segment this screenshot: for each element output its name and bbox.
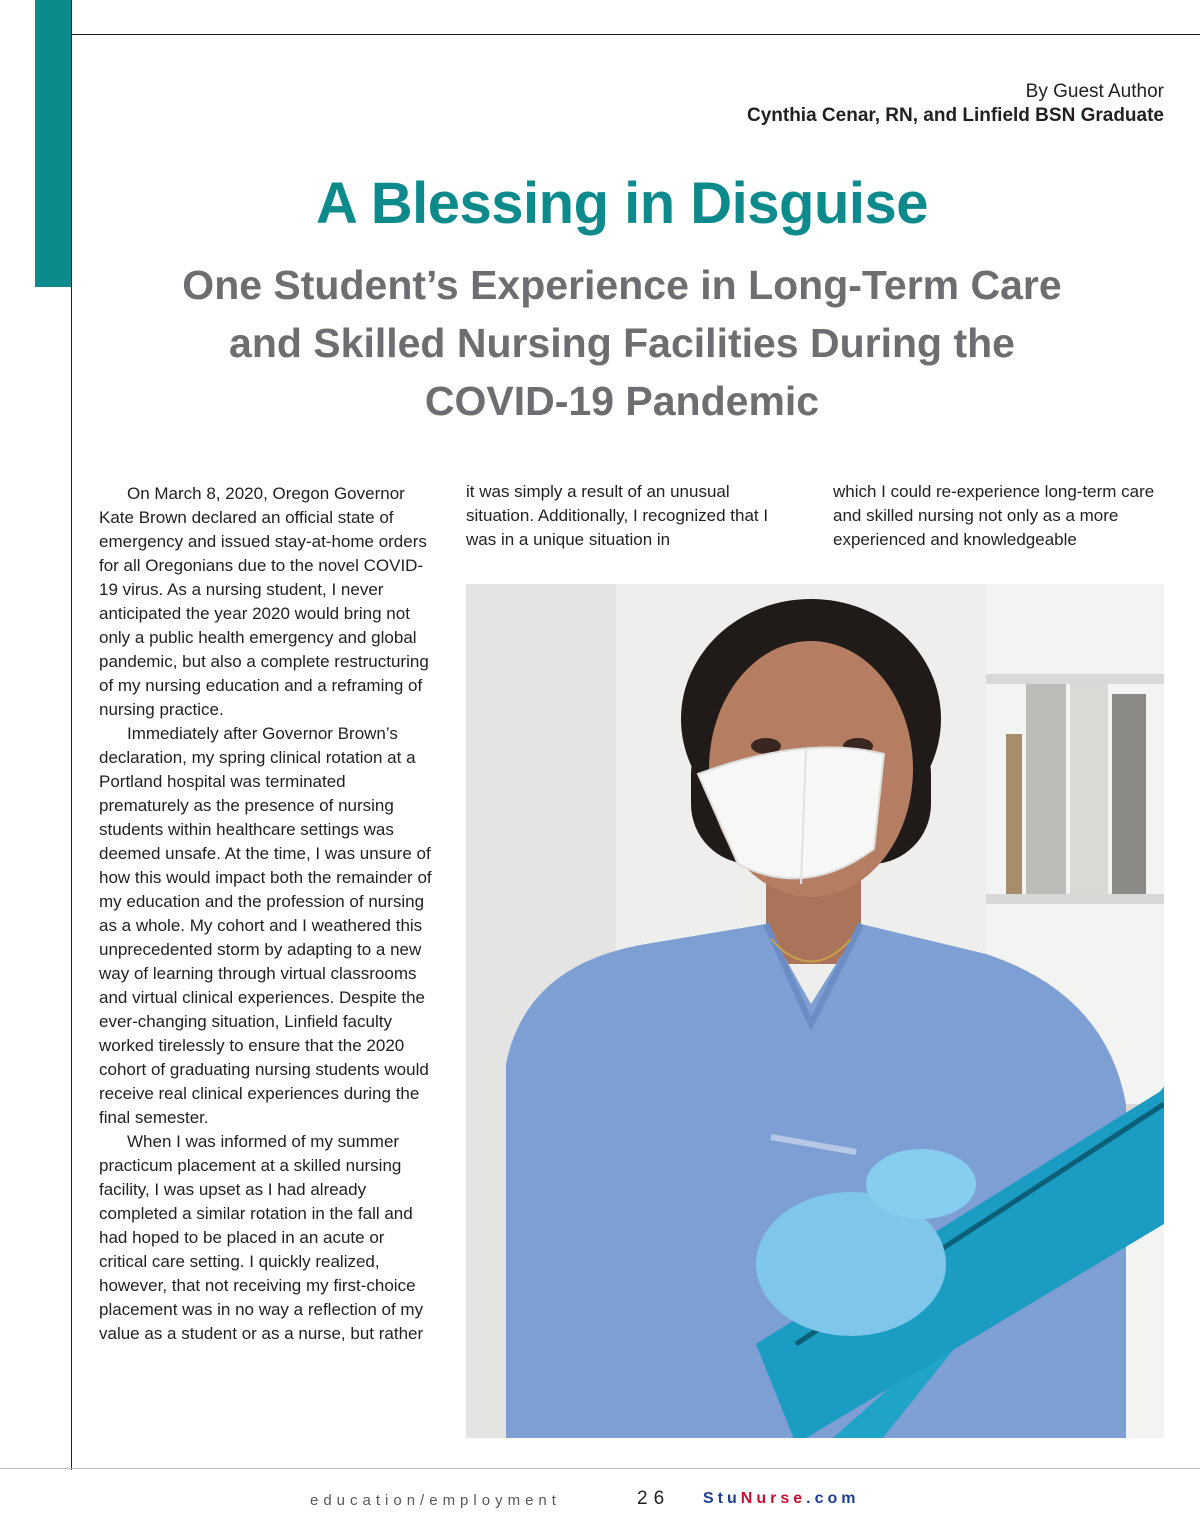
byline-prefix: By Guest Author	[1025, 81, 1164, 102]
page-footer	[0, 1488, 1200, 1518]
body-column-2-text: it was simply a result of an unusual situation. Additionally, I recognized that I was in a unique situation in	[466, 482, 769, 549]
top-rule	[71, 34, 1200, 35]
body-column-3	[833, 480, 1168, 552]
subheadline-line-1: One Student’s Experience in Long-Term Care	[182, 262, 1062, 308]
footer-section-label: education/employment	[310, 1492, 561, 1509]
body-paragraph-3: When I was informed of my summer practicum placement at a skilled nursing facility, I was upset as I had already completed a similar rotation in the fall and had hoped to be placed in an acute or critical care setting. I quickly realized, however, that not receiving my first-choice placement was in no way a reflection of my value as a student or as a nurse, but rather	[99, 1132, 424, 1343]
site-name-part-com: .com	[806, 1490, 860, 1507]
site-name-part-nurse: Nurse	[740, 1490, 807, 1507]
body-column-2	[466, 480, 796, 552]
accent-bar	[35, 0, 71, 287]
byline-author: Cynthia Cenar, RN, and Linfield BSN Graduate	[746, 105, 1164, 126]
subheadline-line-2: and Skilled Nursing Facilities During the	[229, 320, 1015, 366]
article-subheadline	[150, 256, 1094, 430]
site-name-part-stu: Stu	[703, 1490, 741, 1507]
article-headline: A Blessing in Disguise	[315, 171, 929, 236]
footer-rule	[0, 1468, 1200, 1469]
nurse-photo	[466, 584, 1164, 1438]
nurse-illustration	[466, 584, 1164, 1438]
subheadline-line-3: COVID-19 Pandemic	[424, 378, 820, 424]
site-logo-text	[703, 1490, 859, 1508]
body-column-3-text: which I could re-experience long-term care and skilled nursing not only as a more experienced and knowledgeable	[833, 482, 1155, 549]
body-paragraph-2: Immediately after Governor Brown’s declaration, my spring clinical rotation at a Portland hospital was terminated prematurely as the presence of nursing students within healthcare settings was deemed unsafe. At the time, I was unsure of how this would impact both the remainder of my education and the profession of nursing as a whole. My cohort and I weathered this unprecedented storm by adapting to a new way of learning through virtual classrooms and virtual clinical experiences. Despite the ever-changing situation, Linfield faculty worked tirelessly to ensure that the 2020 cohort of graduating nursing students would receive real clinical experiences during the final semester.	[99, 724, 432, 1127]
body-paragraph-1: On March 8, 2020, Oregon Governor Kate Brown declared an official state of emergency and issued stay-at-home orders for all Oregonians due to the novel COVID-19 virus. As a nursing student, I never anticipated the year 2020 would bring not only a public health emergency and global pandemic, but also a complete restructuring of my nursing education and a reframing of nursing practice.	[99, 484, 429, 719]
body-column-1	[99, 482, 435, 1346]
byline	[747, 80, 1164, 128]
page-number: 26	[637, 1488, 671, 1509]
